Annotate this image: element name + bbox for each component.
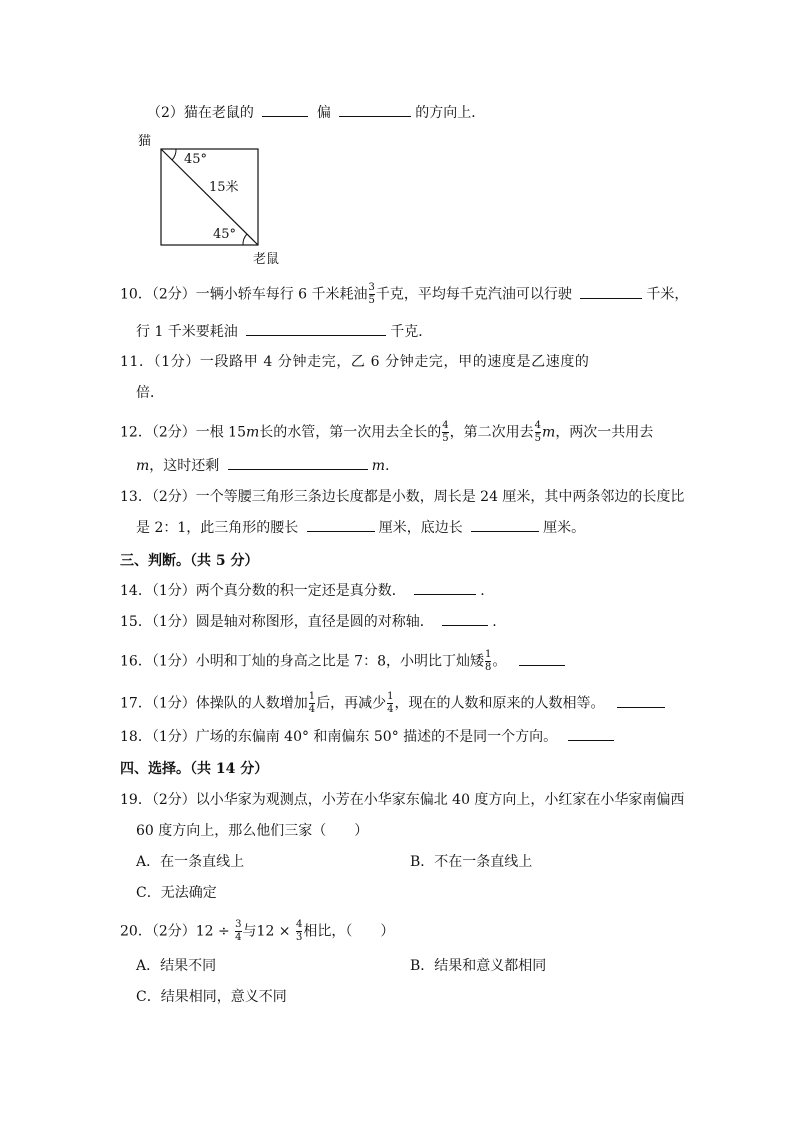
fraction-3-4: $\frac{3}{4}$	[235, 919, 242, 943]
q19-option-c[interactable]: C．无法确定	[136, 885, 217, 901]
section-4-title: 四、选择。（共 14 分）	[120, 761, 269, 777]
diagonal-line	[161, 149, 258, 245]
cat-label: 猫	[138, 134, 152, 149]
answer-blank[interactable]	[414, 582, 476, 595]
answer-blank[interactable]	[519, 653, 565, 666]
angle-bottom-label: 45°	[213, 227, 237, 242]
answer-blank[interactable]	[471, 519, 539, 532]
q20-option-a[interactable]: A．结果不同	[136, 958, 217, 974]
answer-blank[interactable]	[580, 286, 642, 299]
q13-line2: 是 2：1，此三角形的腰长 厘米，底边长 厘米。	[136, 520, 586, 536]
q11-line1: 11．（1分）一段路甲 4 分钟走完，乙 6 分钟走完，甲的速度是乙速度的	[120, 354, 590, 370]
fraction-3-5: $\frac{3}{5}$	[368, 282, 375, 306]
section-3-title: 三、判断。（共 5 分）	[120, 553, 259, 569]
angle-arc-top	[172, 149, 176, 160]
answer-blank[interactable]	[568, 728, 614, 741]
q17-line: 17．（1分）体操队的人数增加 $\frac{1}{4}$ 后，再减少 $\frac{1}{4}$ ，现在的人数和原来的人数相等。	[120, 692, 669, 715]
q15-line: 15．（1分）圆是轴对称图形，直径是圆的对称轴． .	[120, 614, 497, 630]
q20-option-c[interactable]: C．结果相同，意义不同	[136, 989, 287, 1005]
fraction-4-5: $\frac{4}{5}$	[442, 420, 449, 444]
q14-line: 14．（1分）两个真分数的积一定还是真分数． .	[120, 583, 485, 599]
fraction-4-3: $\frac{4}{3}$	[296, 919, 303, 943]
q16-line: 16．（1分）小明和丁灿的身高之比是 7：8，小明比丁灿矮 $\frac{1}{8}$ 。	[120, 650, 569, 673]
fraction-1-8: $\frac{1}{8}$	[485, 649, 492, 673]
answer-blank[interactable]	[617, 695, 665, 708]
fraction-1-4: $\frac{1}{4}$	[387, 691, 394, 715]
angle-arc-bottom	[243, 234, 247, 245]
cat-mouse-diagram	[136, 128, 296, 268]
answer-blank[interactable]	[307, 519, 375, 532]
q10-line2: 行 1 千米要耗油 千克．	[136, 324, 433, 340]
q19-line2: 60 度方向上，那么他们三家（ ）	[136, 823, 369, 839]
answer-blank[interactable]	[262, 104, 308, 117]
q18-line: 18．（1分）广场的东偏南 40° 和南偏东 50° 描述的不是同一个方向。	[120, 728, 618, 746]
fraction-4-5: $\frac{4}{5}$	[534, 420, 542, 444]
q20-option-b[interactable]: B．结果和意义都相同	[410, 958, 547, 974]
mouse-label: 老鼠	[253, 252, 280, 267]
q10-line1: 10．（2分）一辆小轿车每行 6 千米耗油 $\frac{3}{5}$ 千克，平均每千克汽油可以行驶 千米，	[120, 282, 689, 306]
q19-line1: 19．（2分）以小华家为观测点，小芳在小华家东偏北 40 度方向上，小红家在小华家南偏西	[120, 792, 685, 808]
q11-line2: 倍．	[136, 385, 164, 401]
answer-blank[interactable]	[339, 104, 411, 117]
q12-line2: m，这时还剩 m.	[136, 458, 390, 474]
q9-2-line: （2）猫在老鼠的 偏 的方向上．	[147, 105, 486, 121]
answer-blank[interactable]	[228, 457, 368, 470]
angle-top-label: 45°	[184, 152, 208, 167]
answer-blank[interactable]	[442, 613, 488, 626]
q19-option-b[interactable]: B．不在一条直线上	[410, 854, 533, 870]
fraction-1-4: $\frac{1}{4}$	[308, 691, 316, 715]
q20-line: 20．（2分）12 ÷ $\frac{3}{4}$ 与12 × $\frac{4}{3}$ 相比，（ ）	[120, 919, 395, 943]
q13-line1: 13．（2分）一个等腰三角形三条边长度都是小数，周长是 24 厘米，其中两条邻边的长度比	[120, 489, 685, 505]
answer-blank[interactable]	[246, 323, 386, 336]
distance-label: 15米	[209, 180, 239, 195]
q12-line1: 12．（2分）一根 15m长的水管，第一次用去全长的 $\frac{4}{5}$ ，第二次用去 $\frac{4}{5}$ m，两次一共用去	[120, 420, 654, 444]
q19-option-a[interactable]: A．在一条直线上	[136, 854, 245, 870]
diagram-svg	[136, 128, 296, 268]
